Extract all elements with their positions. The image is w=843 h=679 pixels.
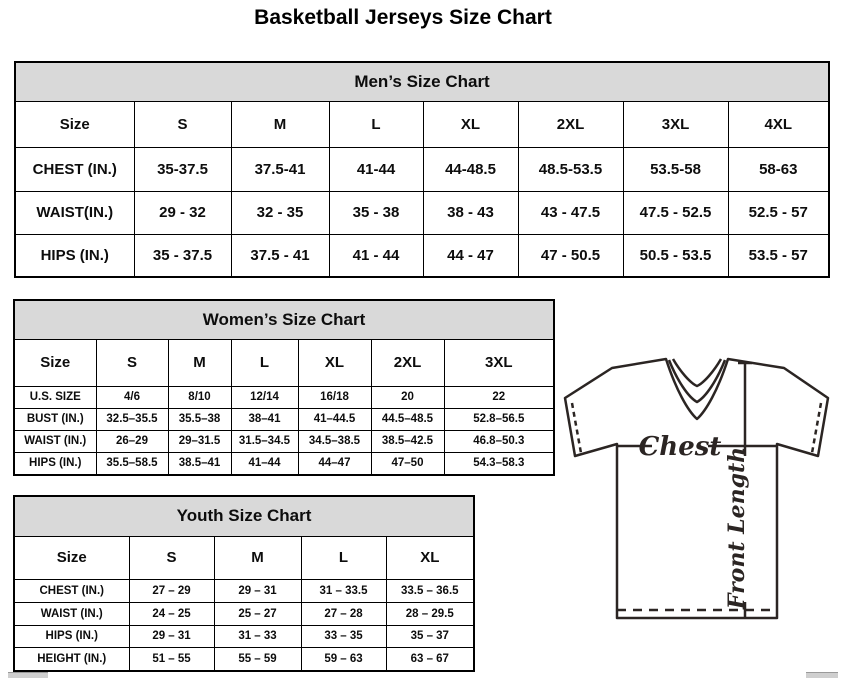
women-cell: 38–41 (231, 408, 298, 430)
youth-cell: 28 – 29.5 (386, 602, 474, 625)
youth-cell: 33 – 35 (301, 625, 386, 647)
front-length-label: Front Length (724, 446, 750, 610)
women-cell: 47–50 (371, 452, 444, 475)
youth-row-label: HIPS (IN.) (14, 625, 129, 647)
youth-table-row (14, 602, 474, 625)
women-cell: 22 (444, 386, 554, 408)
men-table-row (15, 147, 829, 191)
men-table-row (15, 234, 829, 277)
men-cell: 53.5 - 57 (728, 234, 829, 277)
scrollbar-fragment-left[interactable] (8, 672, 48, 678)
women-column-header: 2XL (371, 339, 444, 386)
youth-cell: 35 – 37 (386, 625, 474, 647)
men-cell: 35 - 38 (329, 191, 423, 234)
men-column-header: 2XL (518, 101, 623, 147)
youth-cell: 63 – 67 (386, 647, 474, 671)
women-cell: 16/18 (298, 386, 371, 408)
youth-table-row (14, 625, 474, 647)
women-column-header: S (96, 339, 168, 386)
women-row-label: HIPS (IN.) (14, 452, 96, 475)
men-column-header: Size (15, 101, 134, 147)
men-cell: 37.5 - 41 (231, 234, 329, 277)
men-cell: 47.5 - 52.5 (623, 191, 728, 234)
women-cell: 46.8–50.3 (444, 430, 554, 452)
youth-column-header: L (301, 536, 386, 579)
men-size-table (14, 61, 830, 278)
scrollbar-fragment-right[interactable] (806, 672, 838, 678)
youth-cell: 29 – 31 (214, 579, 301, 602)
youth-column-header: Size (14, 536, 129, 579)
women-column-header: XL (298, 339, 371, 386)
men-table-row (15, 191, 829, 234)
women-cell: 20 (371, 386, 444, 408)
youth-cell: 31 – 33 (214, 625, 301, 647)
men-column-header: XL (423, 101, 518, 147)
women-cell: 32.5–35.5 (96, 408, 168, 430)
men-cell: 52.5 - 57 (728, 191, 829, 234)
jersey-diagram (560, 356, 843, 630)
youth-cell: 33.5 – 36.5 (386, 579, 474, 602)
men-column-header: M (231, 101, 329, 147)
page-title: Basketball Jerseys Size Chart (254, 6, 552, 29)
women-cell: 35.5–38 (168, 408, 231, 430)
men-cell: 44 - 47 (423, 234, 518, 277)
women-cell: 29–31.5 (168, 430, 231, 452)
youth-cell: 24 – 25 (129, 602, 214, 625)
women-cell: 52.8–56.5 (444, 408, 554, 430)
youth-cell: 27 – 28 (301, 602, 386, 625)
youth-row-label: WAIST (IN.) (14, 602, 129, 625)
women-cell: 54.3–58.3 (444, 452, 554, 475)
men-cell: 41 - 44 (329, 234, 423, 277)
men-cell: 44-48.5 (423, 147, 518, 191)
women-row-label: BUST (IN.) (14, 408, 96, 430)
men-column-header: S (134, 101, 231, 147)
men-cell: 38 - 43 (423, 191, 518, 234)
women-row-label: WAIST (IN.) (14, 430, 96, 452)
women-cell: 38.5–41 (168, 452, 231, 475)
women-cell: 34.5–38.5 (298, 430, 371, 452)
men-cell: 35 - 37.5 (134, 234, 231, 277)
women-cell: 38.5–42.5 (371, 430, 444, 452)
men-cell: 48.5-53.5 (518, 147, 623, 191)
jersey-outline (565, 359, 828, 618)
women-cell: 12/14 (231, 386, 298, 408)
youth-cell: 51 – 55 (129, 647, 214, 671)
youth-column-header: M (214, 536, 301, 579)
youth-cell: 59 – 63 (301, 647, 386, 671)
women-cell: 26–29 (96, 430, 168, 452)
women-table-row (14, 430, 554, 452)
women-cell: 35.5–58.5 (96, 452, 168, 475)
youth-row-label: CHEST (IN.) (14, 579, 129, 602)
men-cell: 50.5 - 53.5 (623, 234, 728, 277)
women-table-title: Women’s Size Chart (14, 300, 554, 339)
youth-size-table (13, 495, 475, 672)
youth-cell: 27 – 29 (129, 579, 214, 602)
youth-cell: 55 – 59 (214, 647, 301, 671)
men-cell: 43 - 47.5 (518, 191, 623, 234)
men-column-header: 3XL (623, 101, 728, 147)
youth-table-row (14, 579, 474, 602)
women-cell: 44.5–48.5 (371, 408, 444, 430)
men-table-title: Men’s Size Chart (15, 62, 829, 101)
women-cell: 8/10 (168, 386, 231, 408)
youth-cell: 31 – 33.5 (301, 579, 386, 602)
women-column-header: 3XL (444, 339, 554, 386)
women-column-header: L (231, 339, 298, 386)
women-table-row (14, 386, 554, 408)
men-column-header: 4XL (728, 101, 829, 147)
men-cell: 37.5-41 (231, 147, 329, 191)
youth-cell: 25 – 27 (214, 602, 301, 625)
women-size-table (13, 299, 555, 476)
youth-column-header: S (129, 536, 214, 579)
youth-column-header: XL (386, 536, 474, 579)
youth-table-row (14, 647, 474, 671)
women-row-label: U.S. SIZE (14, 386, 96, 408)
men-cell: 58-63 (728, 147, 829, 191)
chest-label: Chest (638, 432, 722, 462)
men-cell: 35-37.5 (134, 147, 231, 191)
men-row-label: HIPS (IN.) (15, 234, 134, 277)
youth-table-title: Youth Size Chart (14, 496, 474, 536)
women-cell: 31.5–34.5 (231, 430, 298, 452)
men-cell: 32 - 35 (231, 191, 329, 234)
men-cell: 47 - 50.5 (518, 234, 623, 277)
women-cell: 41–44.5 (298, 408, 371, 430)
women-cell: 44–47 (298, 452, 371, 475)
youth-cell: 29 – 31 (129, 625, 214, 647)
men-row-label: CHEST (IN.) (15, 147, 134, 191)
women-cell: 4/6 (96, 386, 168, 408)
youth-row-label: HEIGHT (IN.) (14, 647, 129, 671)
women-table-row (14, 452, 554, 475)
men-cell: 41-44 (329, 147, 423, 191)
women-column-header: M (168, 339, 231, 386)
men-cell: 29 - 32 (134, 191, 231, 234)
men-row-label: WAIST(IN.) (15, 191, 134, 234)
women-table-row (14, 408, 554, 430)
men-column-header: L (329, 101, 423, 147)
men-cell: 53.5-58 (623, 147, 728, 191)
women-column-header: Size (14, 339, 96, 386)
women-cell: 41–44 (231, 452, 298, 475)
